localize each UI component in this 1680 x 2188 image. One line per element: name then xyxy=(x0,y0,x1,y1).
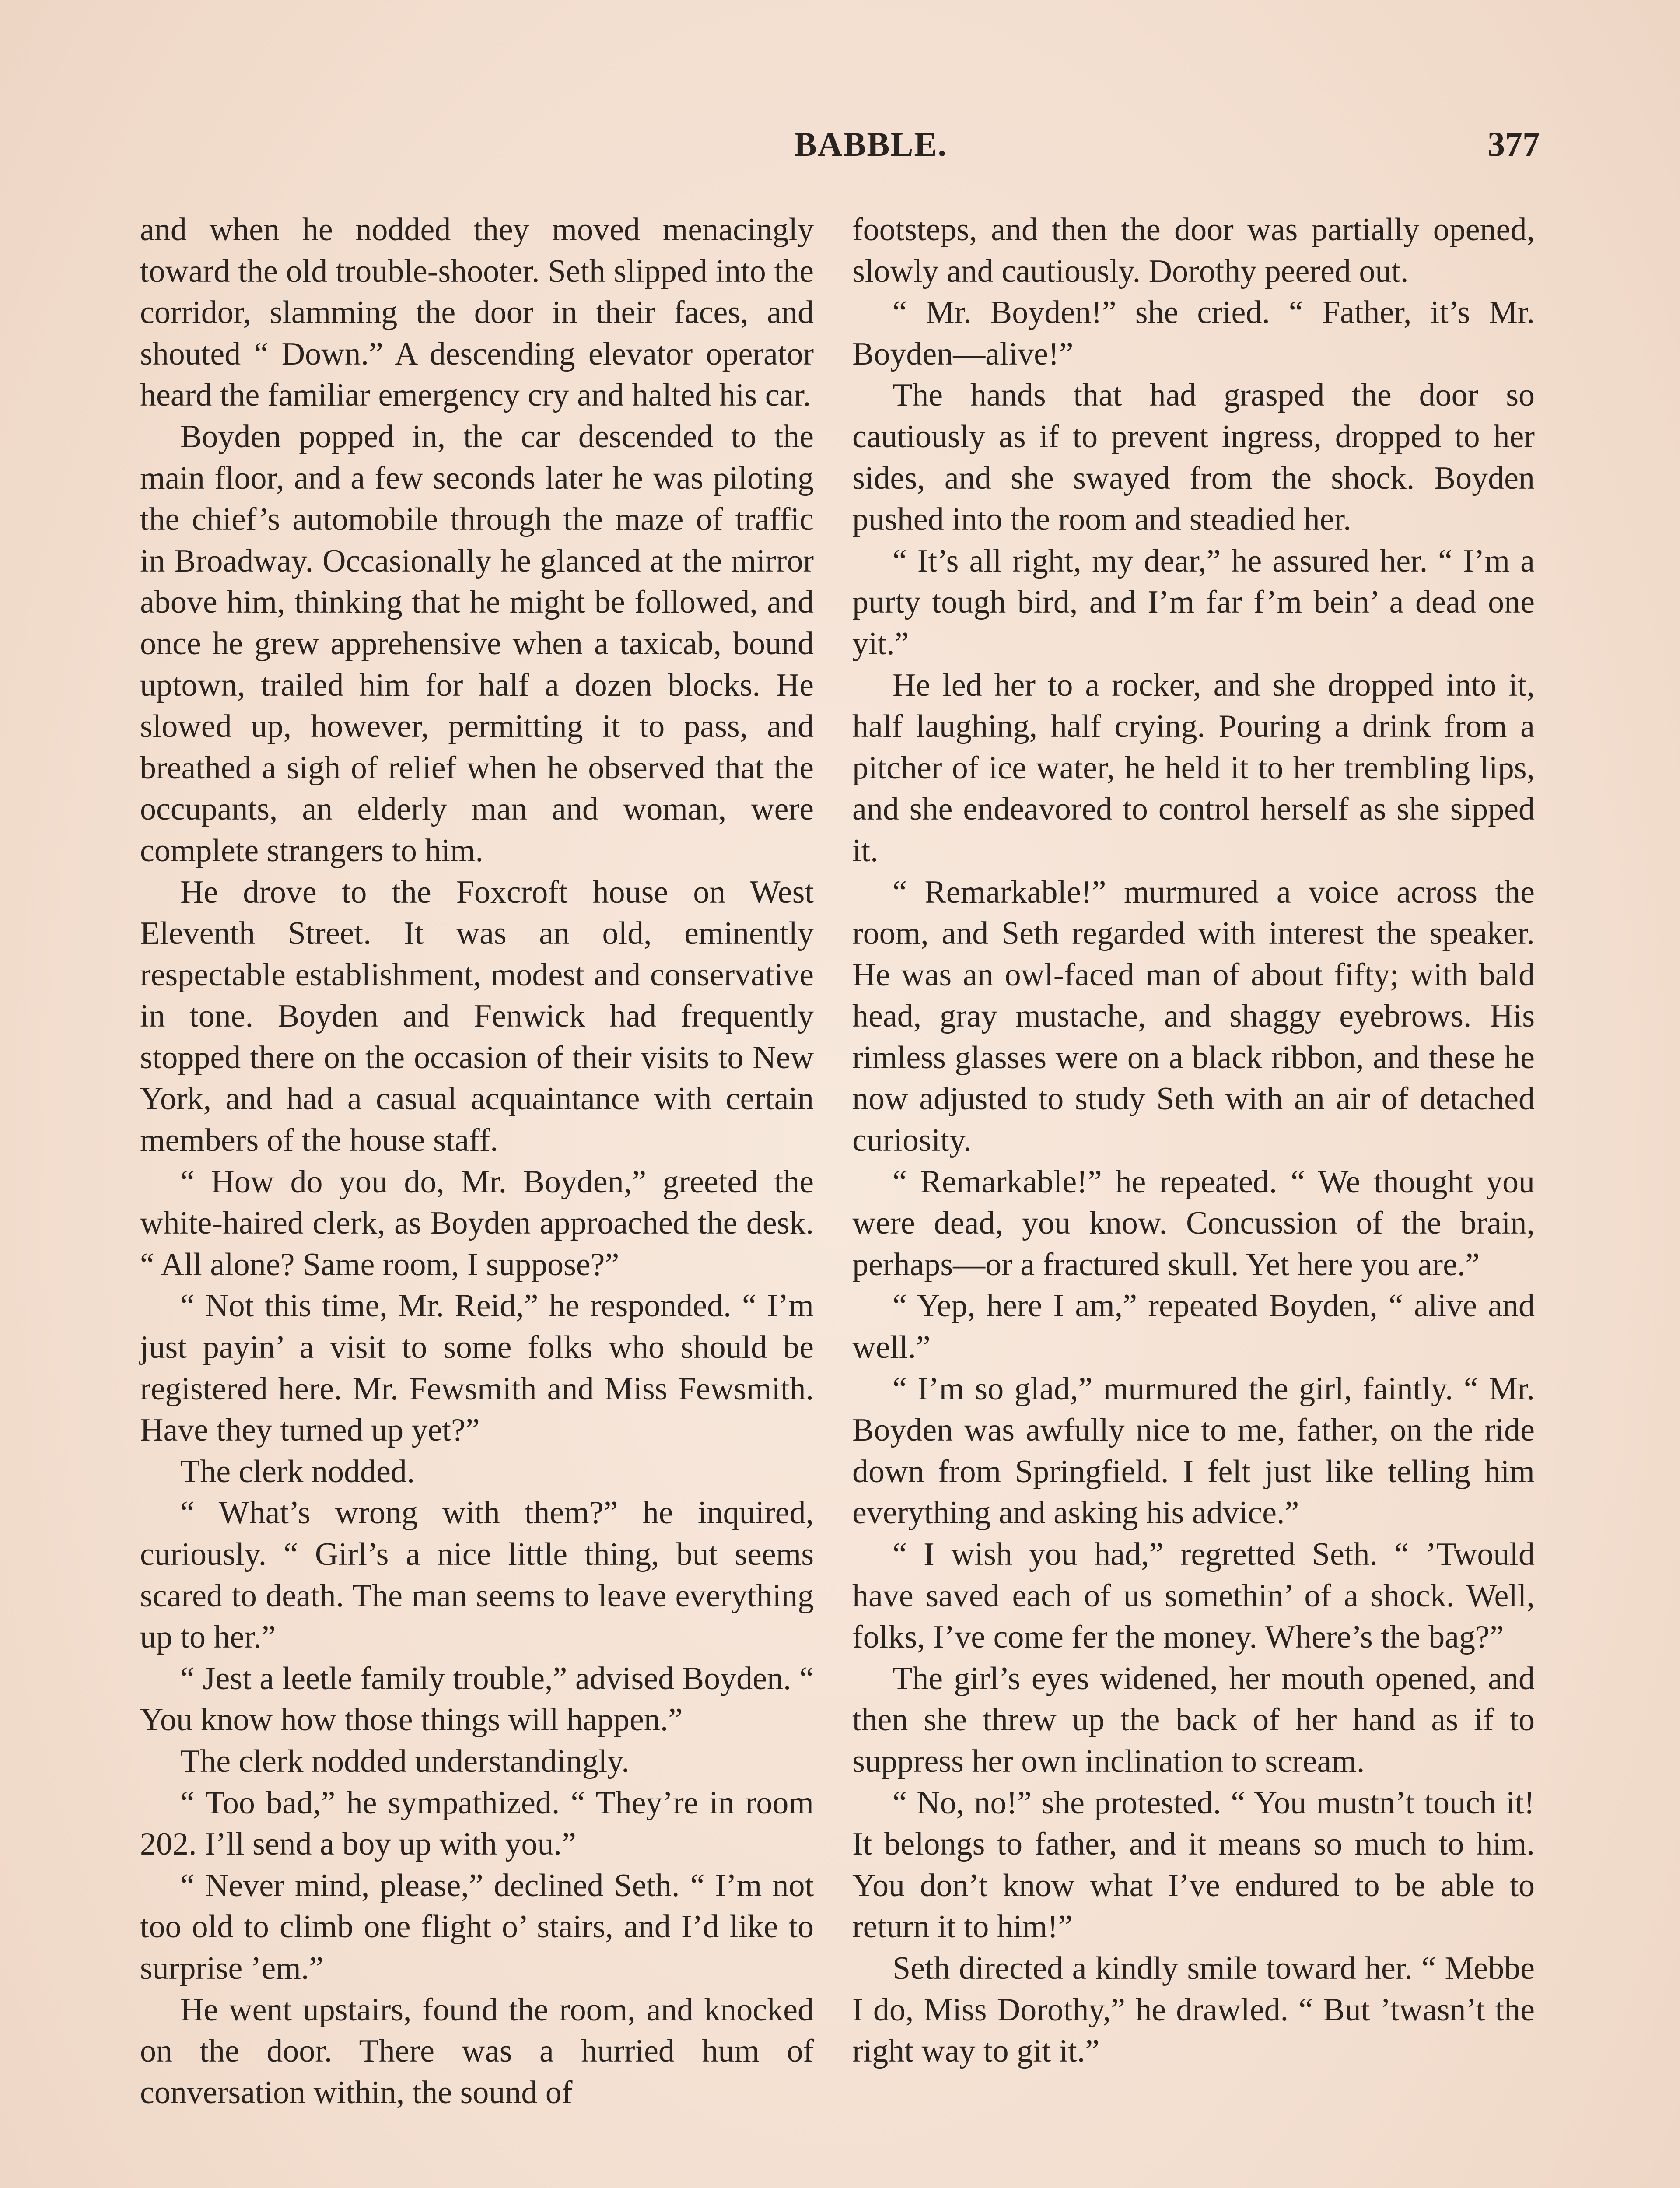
paragraph: “ It’s all right, my dear,” he assured her. “ I’m a purty tough bird, and I’m far f’m bein’ a dead one yit.” xyxy=(852,543,1535,662)
paragraph: and when he nodded they moved menacingly toward the old trouble-shooter. Seth slipped into the corridor, slamming the door in their faces, and shouted “ Down.” A descending elevator operator heard the familiar emergency cry and halted his car. xyxy=(140,212,814,414)
paragraph: “ I wish you had,” regretted Seth. “ ’Twould have saved each of us somethin’ of a shock. Well, folks, I’ve come fer the money. Where’s the bag?” xyxy=(852,1536,1535,1655)
paragraph: “ How do you do, Mr. Boyden,” greeted the white-haired clerk, as Boyden approached the desk. “ All alone? Same room, I suppose?” xyxy=(140,1164,814,1283)
paragraph: The hands that had grasped the door so cautiously as if to prevent ingress, dropped to her sides, and she swayed from the shock. Boyden pushed into the room and steadied her. xyxy=(852,377,1535,538)
paragraph: “ Not this time, Mr. Reid,” he responded. “ I’m just payin’ a visit to some folks who should be registered here. Mr. Fewsmith and Miss Fewsmith. Have they turned up yet?” xyxy=(140,1288,814,1448)
paragraph: The clerk nodded. xyxy=(180,1453,415,1490)
paragraph: He led her to a rocker, and she dropped into it, half laughing, half crying. Pouring a drink from a pitcher of ice water, he held it to her trembling lips, and she endeavored to control herself as she sipped it. xyxy=(852,667,1535,869)
paragraph: He went upstairs, found the room, and knocked on the door. There was a hurried hum of conversation within, the sound of xyxy=(140,1992,814,2111)
paragraph: Boyden popped in, the car descended to the main floor, and a few seconds later he was piloting the chief’s automobile through the maze of traffic in Broadway. Occasionally he glanced at the mirror above him, thinking that he might be followed, and once he grew apprehensive when a taxicab, bound uptown, trailed him for half a dozen blocks. He slowed up, however, permitting it to pass, and breathed a sigh of relief when he observed that the occupants, an elderly man and woman, were complete strangers to him. xyxy=(140,418,814,869)
paragraph: “ Too bad,” he sympathized. “ They’re in room 202. I’ll send a boy up with you.” xyxy=(140,1785,814,1862)
running-title: BABBLE. xyxy=(794,125,947,163)
paragraph: Seth directed a kindly smile toward her. “ Mebbe I do, Miss Dorothy,” he drawled. “ But ’twasn’t the right way to git it.” xyxy=(852,1950,1535,2069)
paragraph: “ Jest a leetle family trouble,” advised Boyden. “ You know how those things will happen.” xyxy=(140,1660,814,1738)
page-number: 377 xyxy=(1488,125,1540,164)
paragraph: “ Remarkable!” he repeated. “ We thought you were dead, you know. Concussion of the brain, perhaps—or a fractured skull. Yet here you are.” xyxy=(852,1164,1535,1283)
right-text-column xyxy=(852,209,1535,2072)
paragraph: “ I’m so glad,” murmured the girl, faintly. “ Mr. Boyden was awfully nice to me, father, on the ride down from Springfield. I felt just like telling him everything and asking his advice.” xyxy=(852,1371,1535,1531)
page-header xyxy=(140,125,1540,182)
paragraph: “ Mr. Boyden!” she cried. “ Father, it’s Mr. Boyden—alive!” xyxy=(852,295,1535,372)
paragraph: The girl’s eyes widened, her mouth opened, and then she threw up the back of her hand as if to suppress her own inclination to scream. xyxy=(852,1660,1535,1779)
paragraph: He drove to the Foxcroft house on West Eleventh Street. It was an old, eminently respectable establishment, modest and conservative in tone. Boyden and Fenwick had frequently stopped there on the occasion of their visits to New York, and had a casual acquaintance with certain members of the house staff. xyxy=(140,874,814,1159)
left-text-column xyxy=(140,209,814,2113)
paragraph: “ Remarkable!” murmured a voice across the room, and Seth regarded with interest the speaker. He was an owl-faced man of about fifty; with bald head, gray mustache, and shaggy eyebrows. His rimless glasses were on a black ribbon, and these he now adjusted to study Seth with an air of detached curiosity. xyxy=(852,874,1535,1159)
paragraph: footsteps, and then the door was partially opened, slowly and cautiously. Dorothy peered out. xyxy=(852,212,1535,289)
paragraph: “ Yep, here I am,” repeated Boyden, “ alive and well.” xyxy=(852,1288,1535,1366)
paragraph: “ No, no!” she protested. “ You mustn’t touch it! It belongs to father, and it means so much to him. You don’t know what I’ve endured to be able to return it to him!” xyxy=(852,1785,1535,1945)
paragraph: The clerk nodded understandingly. xyxy=(180,1743,630,1779)
paragraph: “ Never mind, please,” declined Seth. “ I’m not too old to climb one flight o’ stairs, and I’d like to surprise ’em.” xyxy=(140,1867,814,1986)
paragraph: “ What’s wrong with them?” he inquired, curiously. “ Girl’s a nice little thing, but seems scared to death. The man seems to leave everything up to her.” xyxy=(140,1495,814,1655)
